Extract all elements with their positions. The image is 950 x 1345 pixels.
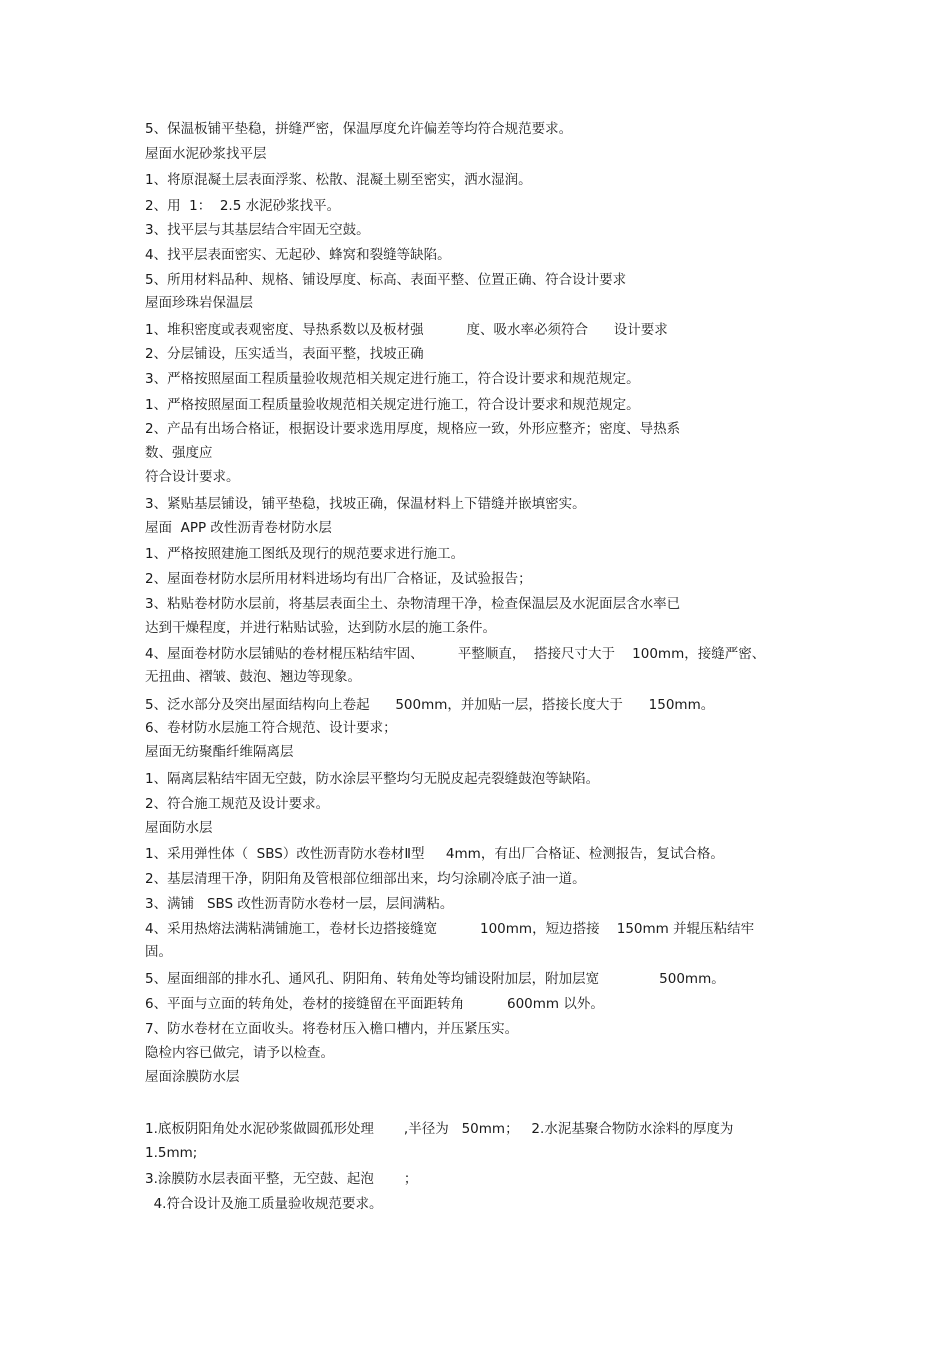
- text-line: 2、基层清理干净，阴阳角及管根部位细部出来，均匀涂刷冷底子油一道。: [145, 871, 586, 887]
- text-line: 1、隔离层粘结牢固无空鼓，防水涂层平整均匀无脱皮起壳裂缝鼓泡等缺陷。: [145, 771, 600, 787]
- text-line: 3、紧贴基层铺设，铺平垫稳，找坡正确，保温材料上下错缝并嵌填密实。: [145, 496, 586, 512]
- text-line: 4、找平层表面密实、无起砂、蜂窝和裂缝等缺陷。: [145, 247, 451, 263]
- text-line: 7、防水卷材在立面收头。将卷材压入檐口槽内，并压紧压实。: [145, 1021, 519, 1037]
- text-line: 2、用 1： 2.5 水泥砂浆找平。: [145, 198, 341, 214]
- text-line: 3、找平层与其基层结合牢固无空鼓。: [145, 222, 370, 238]
- text-line: 3、粘贴卷材防水层前，将基层表面尘土、杂物清理干净，检查保温层及水泥面层含水率已: [145, 596, 681, 612]
- text-line: 5、保温板铺平垫稳，拼缝严密，保温厚度允许偏差等均符合规范要求。: [145, 121, 573, 137]
- text-line: 1、将原混凝土层表面浮浆、松散、混凝土剔至密实，洒水湿润。: [145, 172, 532, 188]
- text-line: 2、屋面卷材防水层所用材料进场均有出厂合格证，及试验报告；: [145, 571, 532, 587]
- text-line: 3、严格按照屋面工程质量验收规范相关规定进行施工，符合设计要求和规范规定。: [145, 371, 640, 387]
- section-heading: 屋面无纺聚酯纤维隔离层: [145, 744, 294, 760]
- section-heading: 屋面 APP 改性沥青卷材防水层: [145, 520, 332, 536]
- text-line: 符合设计要求。: [145, 469, 240, 485]
- text-line: 无扭曲、褶皱、鼓泡、翘边等现象。: [145, 669, 361, 685]
- text-line: 达到干燥程度，并进行粘贴试验，达到防水层的施工条件。: [145, 620, 496, 636]
- text-line: 4、采用热熔法满粘满铺施工，卷材长边搭接缝宽 100mm，短边搭接 150mm 并辊压粘结牢: [145, 921, 755, 937]
- section-heading: 屋面水泥砂浆找平层: [145, 146, 267, 162]
- section-heading: 屋面涂膜防水层: [145, 1069, 240, 1085]
- text-line: 3.涂膜防水层表面平整，无空鼓、起泡 ；: [145, 1171, 418, 1187]
- text-line: 4、屋面卷材防水层铺贴的卷材棍压粘结牢固、 平整顺直， 搭接尺寸大于 100mm，接缝严密、: [145, 646, 766, 662]
- text-line: 2、产品有出场合格证，根据设计要求选用厚度，规格应一致，外形应整齐；密度、导热系: [145, 421, 681, 437]
- text-line: 5、屋面细部的排水孔、通风孔、阴阳角、转角处等均铺设附加层，附加层宽 500mm。: [145, 971, 725, 987]
- text-line: 1.底板阴阳角处水泥砂浆做圆孤形处理 ,半径为 50mm； 2.水泥基聚合物防水涂料的厚度为: [145, 1121, 734, 1137]
- text-line: 1、严格按照屋面工程质量验收规范相关规定进行施工，符合设计要求和规范规定。: [145, 397, 640, 413]
- text-line: 5、泛水部分及突出屋面结构向上卷起 500mm，并加贴一层，搭接长度大于 150mm。: [145, 697, 715, 713]
- text-line: 数、强度应: [145, 445, 213, 461]
- text-line: 5、所用材料品种、规格、铺设厚度、标高、表面平整、位置正确、符合设计要求: [145, 272, 627, 288]
- text-line: 2、符合施工规范及设计要求。: [145, 796, 330, 812]
- text-line: 1、严格按照建施工图纸及现行的规范要求进行施工。: [145, 546, 465, 562]
- section-heading: 屋面珍珠岩保温层: [145, 295, 253, 311]
- text-line: 1.5mm;: [145, 1145, 198, 1161]
- text-line: 隐检内容已做完，请予以检查。: [145, 1045, 334, 1061]
- text-line: 1、堆积密度或表观密度、导热系数以及板材强 度、吸水率必须符合 设计要求: [145, 322, 668, 338]
- text-line: 6、平面与立面的转角处，卷材的接缝留在平面距转角 600mm 以外。: [145, 996, 604, 1012]
- text-line: 4.符合设计及施工质量验收规范要求。: [145, 1196, 383, 1212]
- text-line: 3、满铺 SBS 改性沥青防水卷材一层，层间满粘。: [145, 896, 454, 912]
- text-line: 2、分层铺设，压实适当，表面平整，找坡正确: [145, 346, 424, 362]
- section-heading: 屋面防水层: [145, 820, 213, 836]
- text-line: 固。: [145, 944, 172, 960]
- text-line: 1、采用弹性体（ SBS）改性沥青防水卷材Ⅱ型 4mm，有出厂合格证、检测报告，复试合格。: [145, 846, 724, 862]
- text-line: 6、卷材防水层施工符合规范、设计要求；: [145, 720, 397, 736]
